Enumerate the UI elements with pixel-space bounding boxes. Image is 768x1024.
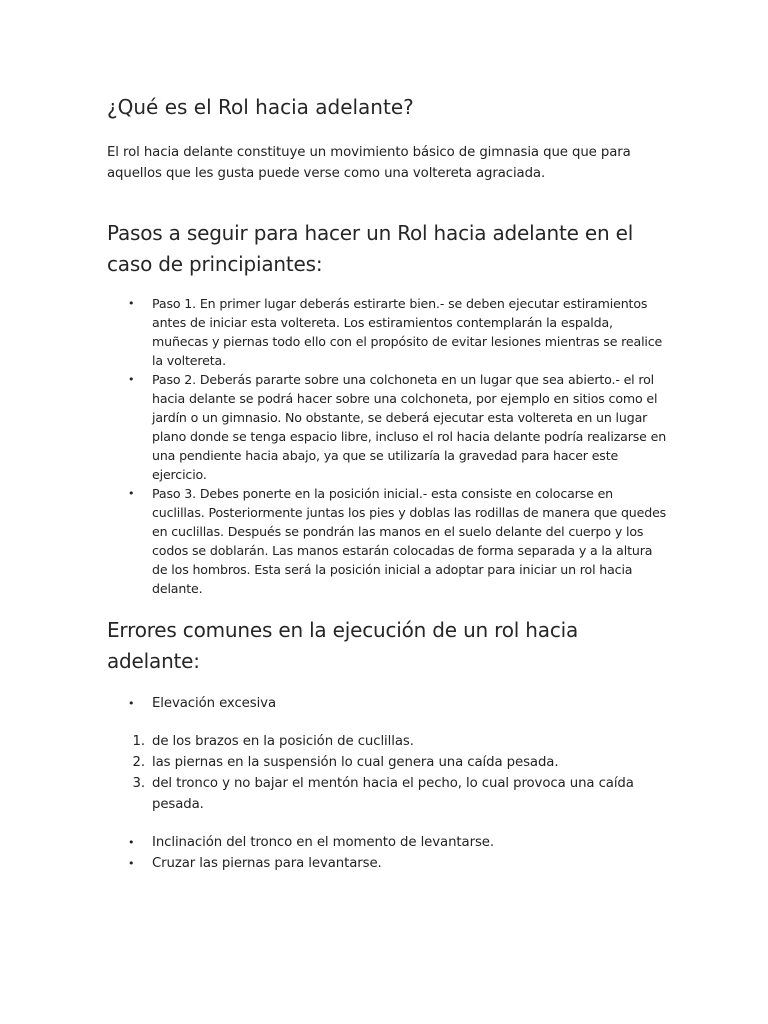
list-item [107,853,667,874]
error-text: Cruzar las piernas para levantarse. [152,856,382,871]
list-item [107,773,667,815]
list-item [107,294,667,370]
list-number: 3. [132,776,145,791]
step-text: Paso 2. Deberás pararte sobre una colchoneta en un lugar que sea abierto.- el rol hacia delante se podrá hacer sobre una colchoneta, por ejemplo en sitios como el jardín o un gimnasio. No obstante, se deberá ejecutar esta voltereta en un lugar plano donde se tenga espacio libre, incluso el rol hacia delante podría realizarse en una pendiente hacia abajo, ya que se utilizaría la gravedad para hacer este ejercicio. [152,372,667,482]
error-text: del tronco y no bajar el mentón hacia el pecho, lo cual provoca una caída pesada. [152,776,634,812]
bullet-icon: • [128,836,135,849]
list-item [107,752,667,773]
bullet-icon: • [128,373,135,386]
step-text: Paso 1. En primer lugar deberás estirarte bien.- se deben ejecutar estiramientos antes de iniciar esta voltereta. Los estiramientos contemplarán la espalda, muñecas y piernas todo ello con el propósito de evitar lesiones mientras se realice la voltereta. [152,296,663,368]
list-item [107,693,667,714]
list-item [107,731,667,752]
intro-paragraph: El rol hacia delante constituye un movimiento básico de gimnasia que que para aquellos que les gusta puede verse como una voltereta agraciada. [107,145,631,181]
step-text: Paso 3. Debes ponerte en la posición inicial.- esta consiste en colocarse en cuclillas. Posteriormente juntas los pies y doblas las rodillas de manera que quedes en cuclillas. Después se pondrán las manos en el suelo delante del cuerpo y los codos se doblarán. Las manos estarán colocadas de forma separada y a la altura de los hombros. Esta será la posición inicial a adoptar para iniciar un rol hacia delante. [152,486,667,596]
errors-numbered-list [107,731,667,815]
page-title: ¿Qué es el Rol hacia adelante? [107,95,414,119]
list-number: 1. [132,734,145,749]
errors-bullet-list-2 [107,832,667,874]
error-text: Inclinación del tronco en el momento de levantarse. [152,835,494,850]
list-item [107,832,667,853]
bullet-icon: • [128,857,135,870]
document-page [107,92,667,874]
bullet-icon: • [128,697,135,710]
error-text: de los brazos en la posición de cuclillas. [152,734,414,749]
error-text: las piernas en la suspensión lo cual genera una caída pesada. [152,755,559,770]
list-item [107,484,667,598]
errors-bullet-list [107,693,667,714]
errors-heading: Errores comunes en la ejecución de un rol hacia adelante: [107,618,579,673]
steps-list [107,294,667,598]
list-number: 2. [132,755,145,770]
list-item [107,370,667,484]
steps-heading: Pasos a seguir para hacer un Rol hacia adelante en el caso de principiantes: [107,221,634,276]
error-text: Elevación excesiva [152,696,277,711]
bullet-icon: • [128,297,135,310]
bullet-icon: • [128,487,135,500]
